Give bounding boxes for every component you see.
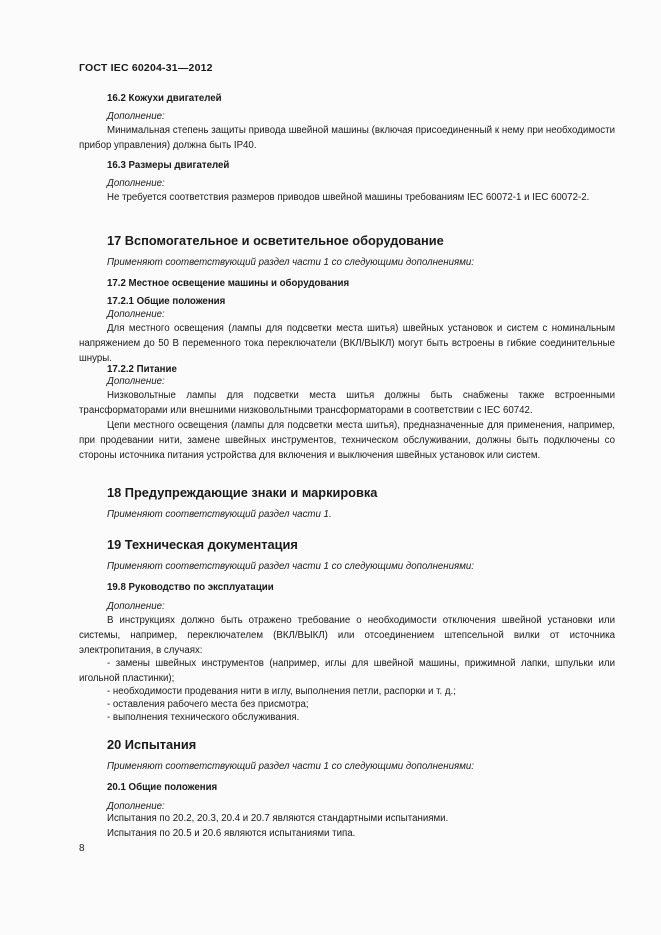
section-17-2-1-note: Дополнение:: [107, 309, 165, 320]
section-20-1-note: Дополнение:: [107, 801, 165, 812]
list-item: - замены швейных инструментов (например, иглы для швейной машины, прижимной лапки, шпульки или игольной пластинки);: [79, 658, 615, 685]
section-19-apply: Применяют соответствующий раздел части 1 со следующими дополнениями:: [107, 561, 474, 572]
section-18-title: 18 Предупреждающие знаки и маркировка: [107, 485, 378, 500]
section-17-2-2-text-2: Цепи местного освещения (лампы для подсветки места шитья), предназначенные для применения, например, при продевании нити, замене швейных инструментов, техническом обслуживании, должны быть подключены со стороны источника питания устройства для включения и выключения швейных установок или систем.: [79, 420, 615, 462]
section-18-apply: Применяют соответствующий раздел части 1.: [107, 509, 332, 520]
section-17-apply: Применяют соответствующий раздел части 1 со следующими дополнениями:: [107, 257, 474, 268]
section-16-2-text: Минимальная степень защиты привода швейной машины (включая присоединенный к нему при необходимости прибор управления) должна быть IP40.: [79, 125, 615, 152]
section-17-2-title: 17.2 Местное освещение машины и оборудования: [107, 278, 350, 289]
section-19-8-note: Дополнение:: [107, 601, 165, 612]
section-17-2-2-note: Дополнение:: [107, 376, 165, 387]
document-code: ГОСТ IEC 60204-31—2012: [79, 62, 213, 74]
section-19-8-text: В инструкциях должно быть отражено требование о необходимости отключения швейной установки или системы, например, переключателем (ВКЛ/ВЫКЛ) или отсоединением штепсельной вилки от источника электропитания, в случаях:: [79, 615, 615, 657]
list-item: - выполнения технического обслуживания.: [107, 712, 300, 723]
section-16-2-title: 16.2 Кожухи двигателей: [107, 93, 222, 104]
section-16-3-text: Не требуется соответствия размеров приводов швейной машины требованиям IEC 60072-1 и IEC 60072-2.: [107, 192, 590, 203]
section-16-2-note: Дополнение:: [107, 111, 165, 122]
section-20-1-title: 20.1 Общие положения: [107, 782, 218, 793]
section-20-title: 20 Испытания: [107, 737, 197, 752]
page-number: 8: [79, 843, 85, 854]
section-16-3-note: Дополнение:: [107, 178, 165, 189]
section-17-2-2-title: 17.2.2 Питание: [107, 364, 177, 375]
section-17-2-1-title: 17.2.1 Общие положения: [107, 296, 226, 307]
section-19-8-title: 19.8 Руководство по эксплуатации: [107, 582, 274, 593]
section-17-title: 17 Вспомогательное и осветительное оборудование: [107, 233, 444, 248]
section-20-1-line-1: Испытания по 20.2, 20.3, 20.4 и 20.7 являются стандартными испытаниями.: [107, 813, 449, 824]
list-item: - необходимости продевания нити в иглу, выполнения петли, распорки и т. д.;: [107, 686, 456, 697]
section-20-1-line-2: Испытания по 20.5 и 20.6 являются испытаниями типа.: [107, 828, 356, 839]
section-17-2-1-text: Для местного освещения (лампы для подсветки места шитья) швейных установок и систем с номинальным напряжением до 50 В переменного тока переключатели (ВКЛ/ВЫКЛ) могут быть встроены в гибкие соединительные шнуры.: [79, 323, 615, 365]
section-20-apply: Применяют соответствующий раздел части 1 со следующими дополнениями:: [107, 761, 474, 772]
section-16-3-title: 16.3 Размеры двигателей: [107, 160, 230, 171]
section-19-title: 19 Техническая документация: [107, 537, 298, 552]
list-item: - оставления рабочего места без присмотра;: [107, 699, 309, 710]
section-17-2-2-text-1: Низковольтные лампы для подсветки места шитья должны быть снабжены также встроенными трансформаторами или внешними низковольтными трансформаторами в соответствии с IEC 60742.: [79, 390, 615, 417]
